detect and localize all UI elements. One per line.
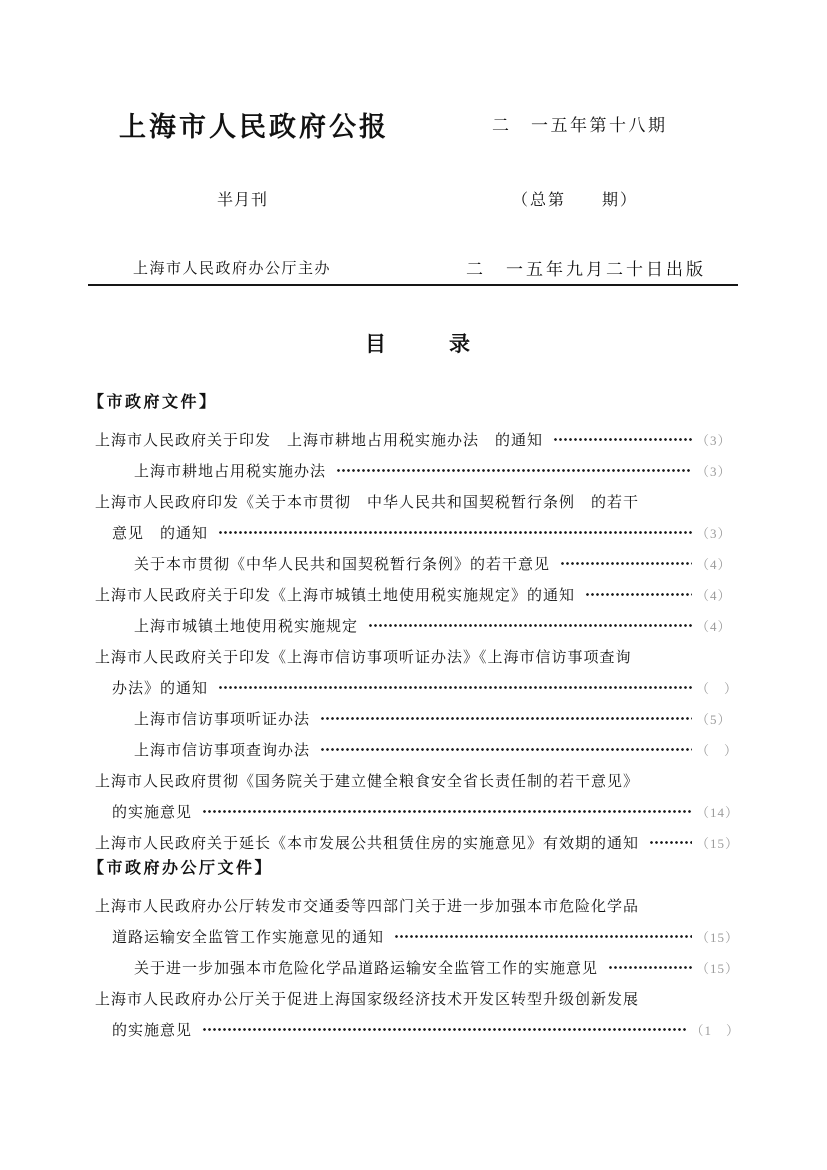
section-heading-government-documents: 【市政府文件】 <box>88 394 218 411</box>
toc-entry <box>95 579 740 610</box>
entry-title: 关于进一步加强本市危险化学品道路运输安全监管工作的实施意见 <box>134 961 599 977</box>
entry-title: 上海市信访事项听证办法 <box>134 712 311 728</box>
entry-title: 道路运输安全监管工作实施意见的通知 <box>112 930 385 946</box>
serial-number: （总第 期） <box>512 192 639 209</box>
entry-title: 上海市人民政府贯彻《国务院关于建立健全粮食安全省长责任制的若干意见》 <box>95 774 640 790</box>
entry-title: 上海市人民政府关于延长《本市发展公共租赁住房的实施意见》有效期的通知 <box>95 836 640 852</box>
dot-leader <box>368 610 692 641</box>
page-number: （ ） <box>696 681 739 696</box>
page-number: （3） <box>696 433 732 448</box>
page-number: （5） <box>696 712 732 727</box>
page-number: （4） <box>696 588 732 603</box>
toc-entry <box>95 734 740 765</box>
entry-title: 上海市人民政府办公厅关于促进上海国家级经济技术开发区转型升级创新发展 <box>95 992 640 1008</box>
toc-entry <box>95 827 740 858</box>
entry-title: 上海市人民政府关于印发《上海市信访事项听证办法》《上海市信访事项查询 <box>95 650 632 666</box>
issue-number: 二 一五年第十八期 <box>492 116 668 135</box>
toc-entry <box>95 424 740 455</box>
toc-entry <box>95 548 740 579</box>
page-number: （3） <box>696 464 732 479</box>
divider-rule <box>88 284 738 286</box>
entry-title: 上海市人民政府办公厅转发市交通委等四部门关于进一步加强本市危险化学品 <box>95 899 640 915</box>
dot-leader <box>320 703 692 734</box>
toc-title: 目 录 <box>365 332 470 356</box>
dot-leader <box>394 921 692 952</box>
toc-entry <box>95 703 740 734</box>
publish-date: 二 一五年九月二十日出版 <box>466 260 706 279</box>
page-number: （4） <box>696 557 732 572</box>
page-number: （3） <box>696 526 732 541</box>
page-number: （4） <box>696 619 732 634</box>
entry-title: 的实施意见 <box>112 805 193 821</box>
table-of-contents <box>88 330 740 1045</box>
dot-leader <box>336 455 692 486</box>
dot-leader <box>320 734 692 765</box>
entry-title: 意见 的通知 <box>112 526 209 542</box>
toc-entry <box>95 765 740 796</box>
toc-entry-continuation <box>95 921 740 952</box>
page-number: （14） <box>696 805 740 820</box>
entry-title: 上海市人民政府印发《关于本市贯彻 中华人民共和国契税暂行条例 的若干 <box>95 495 640 511</box>
dot-leader <box>218 517 692 548</box>
toc-entry <box>95 890 740 921</box>
toc-entry <box>95 983 740 1014</box>
organizer-label: 上海市人民政府办公厅主办 <box>133 261 332 277</box>
toc-entry-continuation <box>95 672 740 703</box>
toc-section-1-rows <box>95 424 740 858</box>
dot-leader <box>202 796 692 827</box>
entry-title: 关于本市贯彻《中华人民共和国契税暂行条例》的若干意见 <box>134 557 551 573</box>
entry-title: 上海市城镇土地使用税实施规定 <box>134 619 359 635</box>
page-number: （1 ） <box>690 1023 740 1038</box>
toc-section-2-rows <box>95 890 740 1045</box>
page-number: （15） <box>696 836 740 851</box>
toc-entry-continuation <box>95 796 740 827</box>
section-heading-general-office-documents: 【市政府办公厅文件】 <box>88 860 274 877</box>
page-number: （15） <box>696 961 740 976</box>
entry-title: 上海市人民政府关于印发 上海市耕地占用税实施办法 的通知 <box>95 433 544 449</box>
entry-title: 上海市人民政府关于印发《上海市城镇土地使用税实施规定》的通知 <box>95 588 576 604</box>
dot-leader <box>560 548 692 579</box>
toc-entry-continuation <box>95 517 740 548</box>
dot-leader <box>649 827 692 858</box>
entry-title: 办法》的通知 <box>112 681 209 697</box>
dot-leader <box>553 424 692 455</box>
toc-entry-continuation <box>95 1014 740 1045</box>
toc-entry <box>95 455 740 486</box>
entry-title: 上海市耕地占用税实施办法 <box>134 464 327 480</box>
dot-leader <box>585 579 692 610</box>
toc-entry <box>95 952 740 983</box>
toc-entry <box>95 641 740 672</box>
toc-entry <box>95 486 740 517</box>
page-number: （15） <box>696 930 740 945</box>
entry-title: 上海市信访事项查询办法 <box>134 743 311 759</box>
gazette-title: 上海市人民政府公报 <box>119 112 389 142</box>
dot-leader <box>202 1014 686 1045</box>
frequency-label: 半月刊 <box>217 192 269 209</box>
dot-leader <box>608 952 692 983</box>
page-number: （ ） <box>696 743 739 758</box>
entry-title: 的实施意见 <box>112 1023 193 1039</box>
dot-leader <box>218 672 692 703</box>
toc-entry <box>95 610 740 641</box>
